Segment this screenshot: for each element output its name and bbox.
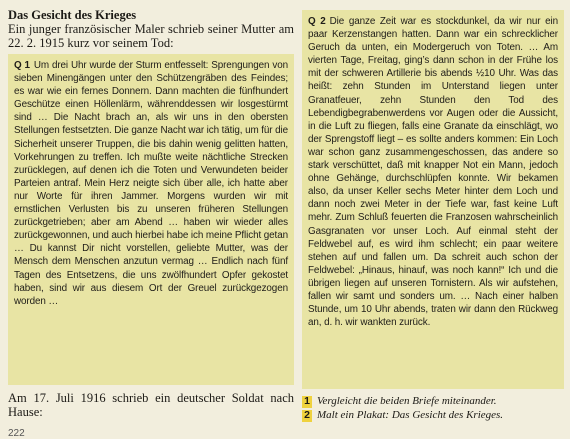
outro-text: Am 17. Juli 1916 schrieb ein deutscher Soldat nach Hause:: [8, 391, 294, 419]
task-list: [302, 395, 564, 422]
task-number-badge: 1: [302, 396, 312, 408]
task-item: [302, 409, 564, 422]
task-text: Vergleicht die beiden Briefe miteinander.: [317, 395, 497, 407]
quote-text-q1: Um drei Uhr wurde der Sturm entfesselt: Sprengungen von sieben Minengängen unter den Schützengräben des Feindes; es war wie ein fernes Donnern. Dann machten die fünfhundert Geschütze einen Höllenlärm, währenddessen wir losgestürmt sind … Die Nacht brach an, als wir uns in den obersten Stellungen festsetzten. Die ganze Nacht war ich tätig, um für die Sicherheit unserer Truppen, die bis dahin wenig gelitten hatten, Vorkehrungen zu treffen. Ich mußte weite nächtliche Strecken zurücklegen, auf denen ich die Toten und Verwundeten beider Parteien antraf. Mein Herz neigte sich über alle, ich hatte aber nur Worte für ihren Jammer. Morgens wurden wir mit ernstlichen Verlusten bis zu unseren früheren Stellungen zurückgetrieben; aber am Abend … haben wir wieder alles zurückgewonnen, und auch hierbei habe ich meine Pflicht getan … Du kannst Dir nicht vorstellen, geliebte Mutter, was der Mensch dem Menschen anzutun vermag … Endlich nach fünf Tagen des Entsetzens, die uns zwölfhundert Opfer gekostet haben, sind wir aus diesem Ort der Greuel zurückgezogen worden …: [14, 60, 288, 307]
left-column: [8, 8, 294, 419]
right-column: [302, 10, 564, 423]
task-text: Malt ein Plakat: Das Gesicht des Krieges.: [317, 409, 504, 421]
quote-label-q2: Q 2: [308, 16, 326, 27]
quote-box-q1: [8, 54, 294, 385]
quote-box-q2: [302, 10, 564, 389]
task-item: [302, 395, 564, 408]
section-title: Das Gesicht des Krieges: [8, 8, 137, 22]
page-number: 222: [8, 428, 25, 439]
intro-text: Ein junger französischer Maler schrieb seiner Mutter am 22. 2. 1915 kurz vor seinem Tod:: [8, 22, 294, 50]
quote-label-q1: Q 1: [14, 60, 30, 71]
quote-text-q2: Die ganze Zeit war es stockdunkel, da wir nur ein paar Kerzenstangen hatten. Dann war ein schrecklicher Geruch da unten, ein Modergeruch von Toten. … Am vierten Tage, Freitag, ging’s dann schon in der Frühe los mit der schweren Artillerie bis abends ½10 Uhr. Was das heißt: zehn Stunden im Unterstand liegen unter Granatfeuer, zehn Stunden den Tod des Lebendigbegrabenwerdens vor Augen oder die Aussicht, in die Luft zu fliegen, falls eine Granate da einschlägt, wo der Sprengstoff liegt – es sollte anders kommen: Ein Loch war schon ganz zusammengeschossen, das andere so stark verschüttet, daß mit knapper Not ein Mann, jedoch ohne Gehänge, durchschlüpfen konnte. Wir bekamen also, da unser Keller sechs Meter hinter dem Loch und dann noch zwei Meter in der Tiefe war, fast keine Luft mehr. Zum Schluß feuerten die Franzosen wahrscheinlich Gasgranaten vor unser Loch. Auf einmal steht der Feldwebel auf, es wird ihm schlecht; ein paar weitere stehen auf und fallen um. Da schreit auch schon der Feldwebel: „Hinaus, hinauf, was noch kann!“ Ich und die übrigen liegen auf unseren Tornistern. Als wir aufstehen, fallen wir samt und sonders um. … Nach einer halben Stunde, um 10 Uhr abends, traten wir dann den Rückweg an, d. h. wir wankten zurück.: [308, 16, 558, 329]
task-number-badge: 2: [302, 410, 312, 422]
